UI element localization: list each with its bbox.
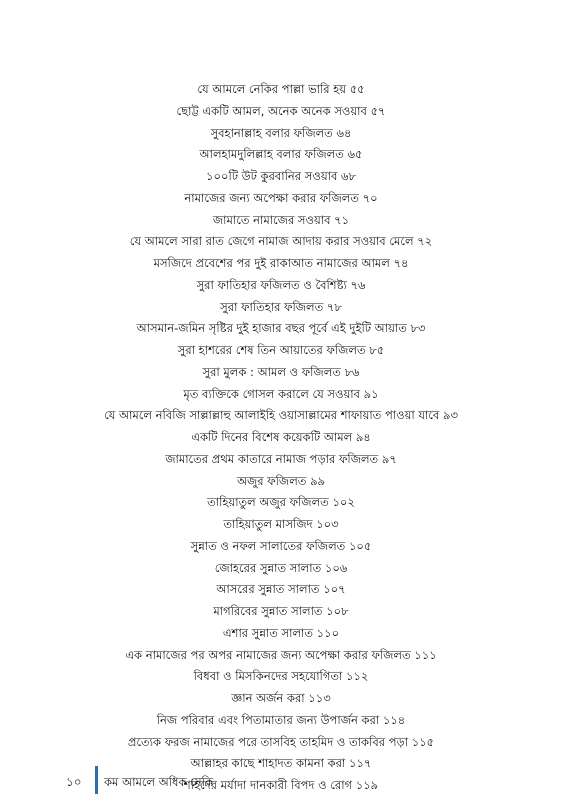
toc-entry: ১০০টি উট কুরবানির সওয়াব ৬৮ xyxy=(206,169,356,183)
toc-entry: ছোট্ট একটি আমল, অনেক অনেক সওয়াব ৫৭ xyxy=(176,103,386,118)
toc-entry: যে আমলে নেকির পাল্লা ভারি হয় ৫৫ xyxy=(197,82,365,96)
toc-entry: আলহামদুলিল্লাহ বলার ফজিলত ৬৫ xyxy=(199,147,363,162)
toc-entry: সুরা মুলক : আমল ও ফজিলত ৮৬ xyxy=(202,364,360,379)
toc-entry: জামাতের প্রথম কাতারে নামাজ পড়ার ফজিলত ৯৭ xyxy=(165,451,397,466)
toc-entry: নামাজের জন্য অপেক্ষা করার ফজিলত ৭০ xyxy=(184,190,378,205)
toc-entry: আসমান-জমিন সৃষ্টির দুই হাজার বছর পূর্বে এই দুইটি আয়াত ৮৩ xyxy=(136,321,426,336)
toc-entry: মসজিদে প্রবেশের পর দুই রাকাআত নামাজের আমল ৭৪ xyxy=(153,256,409,270)
toc-entry: অজুর ফজিলত ৯৯ xyxy=(237,473,325,488)
toc-entry: তাহিয়াতুল অজুর ফজিলত ১০২ xyxy=(207,495,355,510)
toc-entry: জ্ঞান অর্জন করা ১১৩ xyxy=(231,691,331,705)
table-of-contents xyxy=(0,79,562,797)
footer-divider xyxy=(95,766,98,794)
toc-entry: আসরের সুন্নাত সালাত ১০৭ xyxy=(216,582,346,597)
toc-entry: তাহিয়াতুল মাসজিদ ১০৩ xyxy=(223,517,339,531)
toc-entry: জামাতে নামাজের সওয়াব ৭১ xyxy=(212,212,350,227)
page-footer xyxy=(0,758,562,800)
toc-entry: সুরা ফাতিহার ফজিলত ৭৮ xyxy=(220,299,342,314)
toc-entry: একটি দিনের বিশেষ কয়েকটি আমল ৯৪ xyxy=(191,430,371,444)
toc-entry: বিধবা ও মিসকিনদের সহযোগিতা ১১২ xyxy=(193,669,369,684)
book-title: কম আমলে অধিক নেকি xyxy=(104,775,213,789)
toc-entry: আল্লাহর কাছে শাহাদত কামনা করা ১১৭ xyxy=(190,756,372,771)
toc-entry: মৃত ব্যক্তিকে গোসল করালে যে সওয়াব ৯১ xyxy=(183,386,379,401)
toc-entry: জোহরের সুন্নাত সালাত ১০৬ xyxy=(214,560,348,575)
page-number: ১০ xyxy=(66,775,82,789)
toc-entry: এশার সুন্নাত সালাত ১১০ xyxy=(222,625,340,640)
toc-entry: নিজ পরিবার এবং পিতামাতার জন্য উপার্জন করা ১১৪ xyxy=(156,712,406,727)
toc-entry: সুবহানাল্লাহ বলার ফজিলত ৬৪ xyxy=(210,125,352,140)
toc-entry: শহিদের মর্যাদা দানকারী বিপদ ও রোগ ১১৯ xyxy=(183,778,379,792)
toc-entry: সুন্নাত ও নফল সালাতের ফজিলত ১০৫ xyxy=(190,538,372,553)
toc-entry: এক নামাজের পর অপর নামাজের জন্য অপেক্ষা করার ফজিলত ১১১ xyxy=(125,647,437,662)
toc-entry: সুরা ফাতিহার ফজিলত ও বৈশিষ্ট্য ৭৬ xyxy=(196,277,366,292)
toc-entry: যে আমলে সারা রাত জেগে নামাজ আদায় করার সওয়াব মেলে ৭২ xyxy=(129,234,433,249)
toc-entry: সুরা হাশরের শেষ তিন আয়াতের ফজিলত ৮৫ xyxy=(177,343,385,357)
toc-entry: যে আমলে নবিজি সাল্লাল্লাহু আলাইহি ওয়াসাল্লামের শাফায়াত পাওয়া যাবে ৯৩ xyxy=(104,408,458,423)
toc-entry: প্রত্যেক ফরজ নামাজের পরে তাসবিহ তাহমিদ ও তাকবির পড়া ১১৫ xyxy=(127,734,435,749)
toc-entry: মাগরিবের সুন্নাত সালাত ১০৮ xyxy=(213,604,349,618)
